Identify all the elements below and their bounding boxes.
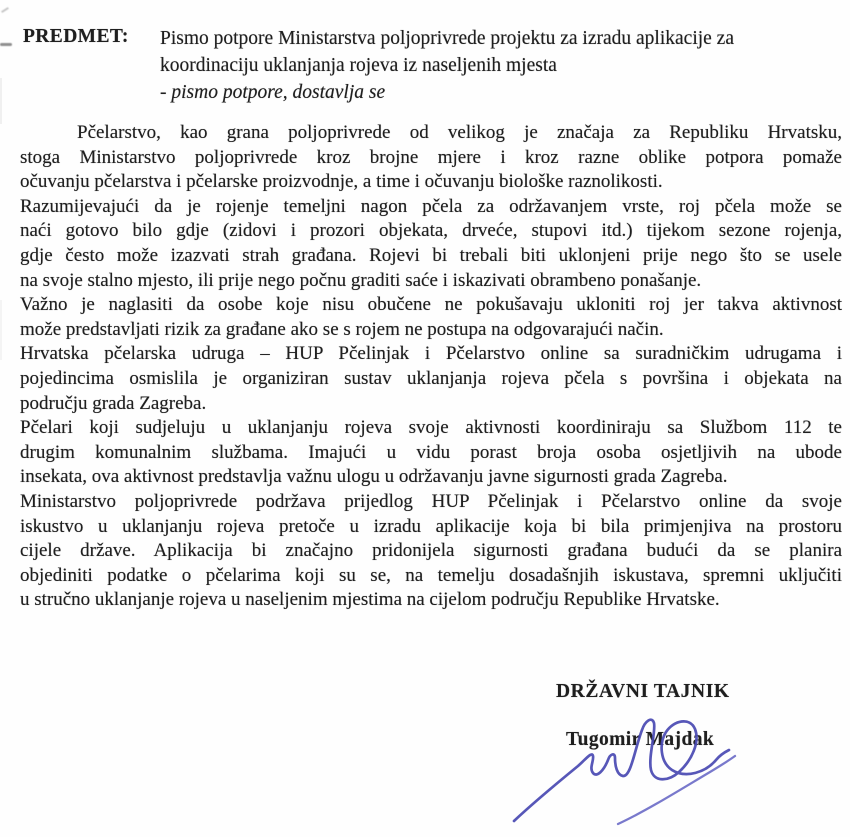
body-line: području grada Zagreba. — [20, 392, 207, 414]
body-line: objediniti podatke o pčelarima koji su se, na temelju dosadašnjih iskustava, spremni uključiti — [20, 564, 842, 586]
subject-line: Pismo potpore Ministarstva poljoprivrede projektu za izradu aplikacije za — [160, 28, 734, 49]
body-line: Pčelari koji sudjeluju u uklanjanju rojeva svoje aktivnosti koordiniraju sa Službom 112 te — [20, 417, 842, 439]
scan-artifact-smudge — [0, 300, 2, 360]
body-line: može predstavljati rizik za građane ako se s rojem ne postupa na odgovarajući način. — [20, 318, 664, 340]
subject-line: koordinaciju uklanjanja rojeva iz naseljenih mjesta — [160, 54, 557, 76]
subject-label: PREDMET: — [23, 26, 129, 47]
body-line: pojedincima osmislila je organiziran sustav uklanjanja rojeva pčela s površina i objekata na — [20, 367, 842, 389]
letter-body — [20, 121, 842, 613]
body-line: Razumijevajući da je rojenje temeljni nagon pčela za održavanjem vrste, roj pčela može se — [20, 195, 842, 217]
subject-block — [160, 26, 835, 106]
scan-artifact-corner — [1, 7, 9, 13]
body-line: stoga Ministarstvo poljoprivrede kroz brojne mjere i kroz razne oblike potpora pomaže — [20, 146, 842, 168]
body-line: Pčelarstvo, kao grana poljoprivrede od velikog je značaja za Republiku Hrvatsku, — [77, 122, 842, 143]
body-line: Ministarstvo poljoprivrede podržava prijedlog HUP Pčelinjak i Pčelarstvo online da svoje — [20, 490, 842, 512]
body-line: Hrvatska pčelarska udruga – HUP Pčelinjak i Pčelarstvo online sa suradničkim udrugama i — [20, 343, 842, 365]
subject-note: - pismo potpore, dostavlja se — [160, 81, 386, 103]
scan-artifact-dash — [0, 43, 12, 46]
scan-artifact-smudge — [0, 78, 2, 124]
body-line: naći gotovo bilo gdje (zidovi i prozori objekata, drveće, stupovi itd.) tijekom sezone rojenja, — [20, 220, 842, 242]
body-line: u stručno uklanjanje rojeva u naseljenim mjestima na cijelom području Republike Hrvatske. — [20, 589, 720, 611]
body-line: insekata, ova aktivnost predstavlja važnu ulogu u održavanju javne sigurnosti grada Zagreba. — [20, 466, 728, 488]
body-line: iskustvo u uklanjanju rojeva pretoče u izradu aplikacije koja bi bila primjenjiva na prostoru — [20, 515, 842, 537]
signer-name: Tugomir Majdak — [566, 729, 715, 750]
body-line: drugim komunalnim službama. Imajući u vidu porast broja osoba osjetljivih na ubode — [20, 441, 842, 463]
signature-ink-icon — [498, 712, 748, 834]
body-line: očuvanju pčelarstva i pčelarske proizvodnje, a time i očuvanju biološke raznolikosti. — [20, 171, 663, 193]
body-line: Važno je naglasiti da osobe koje nisu obučene ne pokušavaju ukloniti roj jer takva aktivnost — [20, 294, 842, 316]
body-line: gdje često može izazvati strah građana. Rojevi bi trebali biti uklonjeni prije nego što se usele — [20, 244, 842, 266]
signer-title: DRŽAVNI TAJNIK — [556, 681, 730, 702]
body-line: cijele države. Aplikacija bi značajno pridonijela sigurnosti građana budući da se planira — [20, 540, 842, 562]
body-line: na svoje stalno mjesto, ili prije nego počnu graditi saće i iskazivati obrambeno ponašanje. — [20, 269, 702, 291]
